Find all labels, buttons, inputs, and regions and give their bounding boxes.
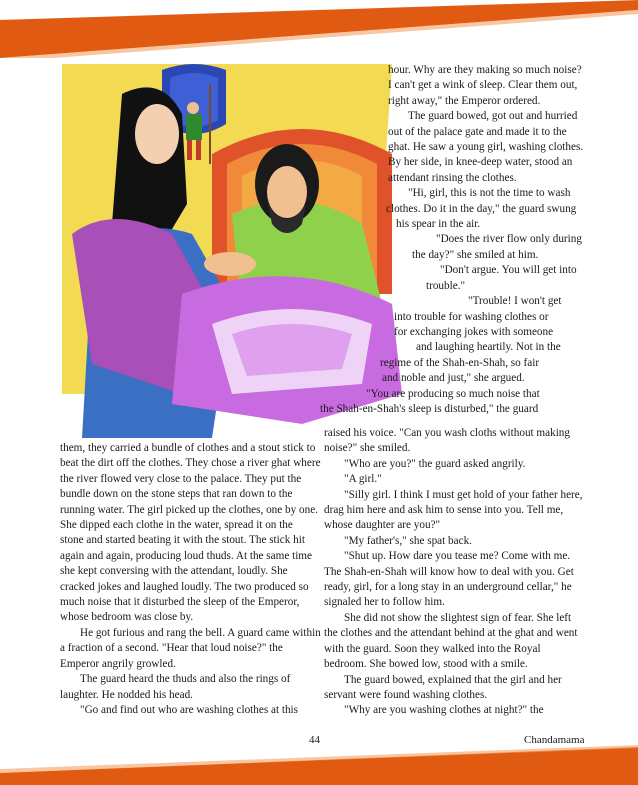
- right-column-lower-text: [324, 426, 594, 719]
- text-line: "Silly girl. I think I must get hold of your father here,: [344, 488, 583, 501]
- text-line: for exchanging jokes with someone: [394, 325, 554, 338]
- text-line: By her side, in knee-deep water, stood an: [388, 156, 573, 169]
- text-line: "Go and find out who are washing clothes at this: [80, 703, 299, 716]
- text-line: right away," the Emperor ordered.: [388, 94, 541, 107]
- text-line: bundle down on the stone steps that ran down to the: [60, 488, 293, 501]
- text-line: clothes. Do it in the day," the guard swung: [386, 202, 577, 215]
- text-line: and laughing heartily. Not in the: [416, 341, 561, 354]
- text-line: beat the dirt off the clothes. They chose a river ghat where: [60, 457, 321, 470]
- text-line: "Don't argue. You will get into: [440, 264, 577, 277]
- text-line: the Shah-en-Shah's sleep is disturbed," the guard: [320, 402, 539, 415]
- text-line: stone and started beating it with the stout. The stick hit: [60, 534, 305, 547]
- text-line: "You are producing so much noise that: [366, 387, 540, 400]
- text-line: She did not show the slightest sign of fear. She left: [344, 611, 572, 624]
- text-line: she kept conversing with the attendant, loudly. She: [60, 565, 288, 578]
- page-number: 44: [309, 734, 320, 746]
- text-line: the clothes and the attendant behind at the ghat and went: [324, 627, 578, 640]
- text-line: into trouble for washing clothes or: [394, 310, 549, 323]
- text-line: and noble and just," she argued.: [382, 372, 525, 385]
- text-line: noise?" she smiled.: [324, 442, 411, 455]
- text-line: running water. The girl picked up the clothes, one by one.: [60, 503, 318, 516]
- text-line: The guard bowed, explained that the girl and her: [344, 673, 562, 686]
- text-line: them, they carried a bundle of clothes and a stout stick to: [60, 442, 316, 454]
- text-line: bedroom. She bowed low, stood with a smile.: [324, 658, 528, 671]
- text-line: attendant rinsing the clothes.: [388, 171, 517, 184]
- text-line: The Shah-en-Shah will know how to deal with you. Get: [324, 565, 574, 578]
- text-line: The guard heard the thuds and also the rings of: [80, 673, 291, 686]
- text-line: his spear in the air.: [396, 218, 481, 231]
- text-line: servant were found washing clothes.: [324, 688, 488, 701]
- magazine-name: Chandamama: [524, 734, 585, 746]
- text-line: She dipped each clothe in the water, spread it on the: [60, 519, 293, 532]
- text-line: regime of the Shah-en-Shah, so fair: [380, 356, 540, 369]
- text-line: "Who are you?" the guard asked angrily.: [344, 457, 526, 470]
- text-line: cracked jokes and laughed loudly. The two produced so: [60, 580, 309, 593]
- text-line: "A girl.": [344, 473, 382, 486]
- text-line: again and again, producing loud thuds. At the same time: [60, 549, 312, 562]
- bottom-decorative-band: [0, 745, 638, 785]
- text-line: Emperor angrily growled.: [60, 657, 176, 670]
- text-line: much noise that it disturbed the sleep of the Emperor,: [60, 596, 300, 609]
- text-line: "Why are you washing clothes at night?" the: [344, 704, 544, 717]
- text-line: "Trouble! I won't get: [468, 295, 562, 308]
- text-line: the river flowed very close to the palace. They put the: [60, 472, 302, 485]
- top-decorative-band: [0, 0, 638, 58]
- text-line: signaled her to follow him.: [324, 596, 445, 609]
- text-line: He got furious and rang the bell. A guard came within: [80, 626, 321, 639]
- text-line: "Shut up. How dare you tease me? Come with me.: [344, 550, 571, 563]
- text-line: whose bedroom was close by.: [60, 611, 194, 624]
- text-line: "Does the river flow only during: [436, 233, 582, 246]
- text-line: raised his voice. "Can you wash cloths without making: [324, 427, 570, 439]
- text-line: a fraction of a second. "Hear that loud noise?" the: [60, 642, 283, 655]
- text-line: ghat. He saw a young girl, washing clothes.: [388, 141, 584, 154]
- text-line: trouble.": [426, 279, 466, 292]
- text-line: ready, girl, for a long stay in an underground cellar," he: [324, 581, 572, 594]
- text-line: "Hi, girl, this is not the time to wash: [408, 187, 571, 200]
- right-column-upper-text: [320, 63, 592, 417]
- text-line: hour. Why are they making so much noise?: [388, 64, 582, 76]
- text-line: I can't get a wink of sleep. Clear them out,: [388, 79, 578, 92]
- text-line: whose daughter are you?": [324, 519, 441, 532]
- text-line: drag him here and ask him to sense into you. Tell me,: [324, 504, 564, 517]
- text-line: The guard bowed, got out and hurried: [408, 110, 578, 123]
- text-line: the day?" she smiled at him.: [412, 248, 539, 261]
- left-column-text: [60, 441, 321, 718]
- text-line: with the guard. Soon they walked into the Royal: [324, 642, 541, 655]
- text-line: "My father's," she spat back.: [344, 534, 472, 547]
- text-line: out of the palace gate and made it to the: [388, 125, 567, 138]
- text-line: laughter. He nodded his head.: [60, 688, 193, 701]
